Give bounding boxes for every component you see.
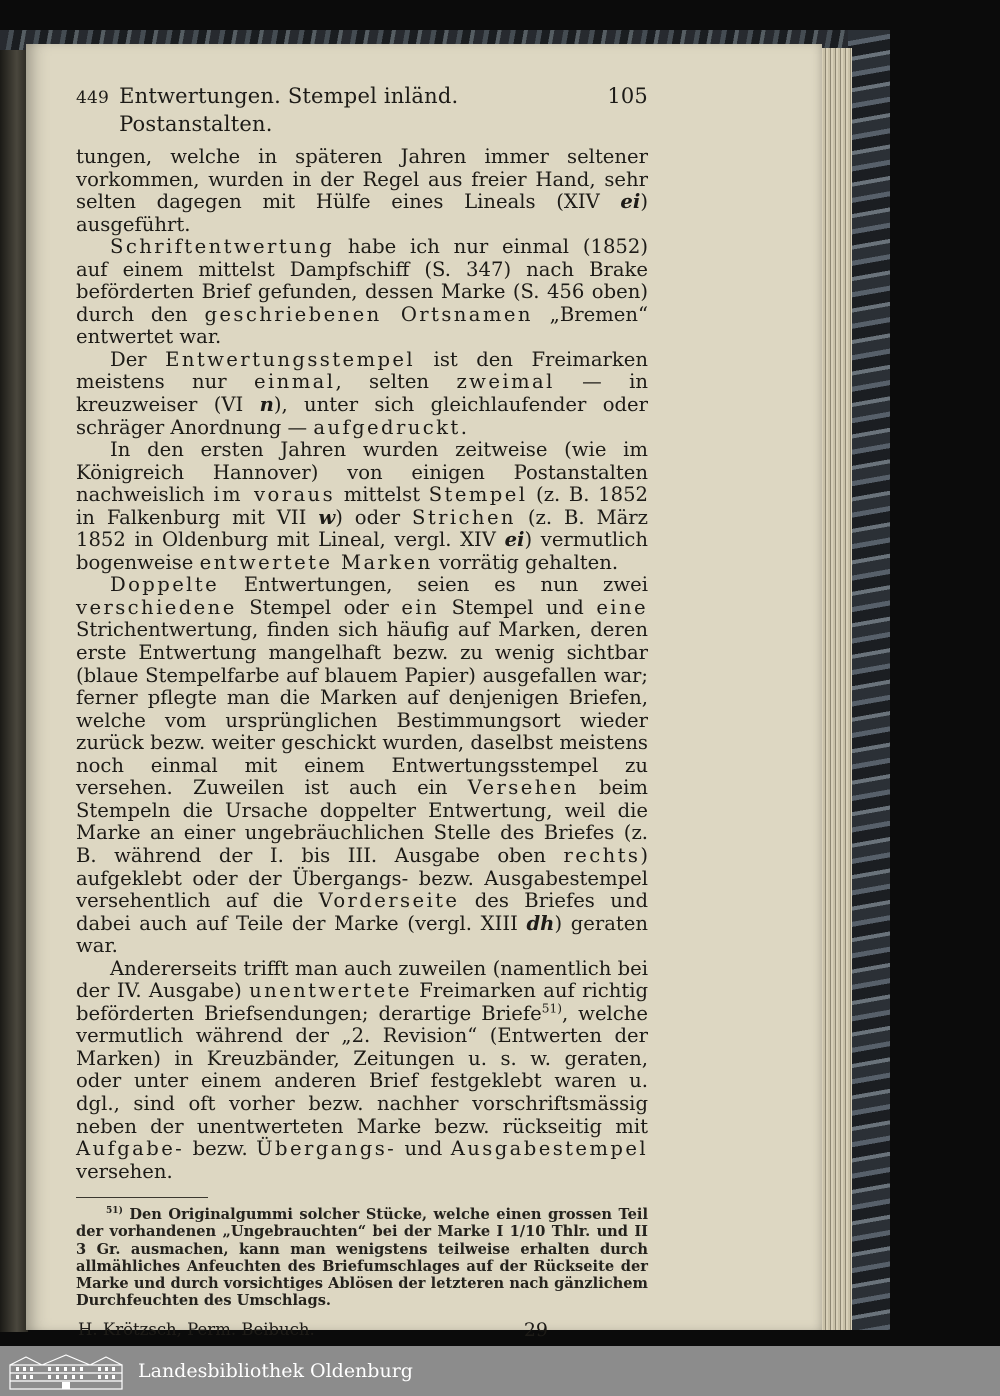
- book-page: [26, 44, 822, 1342]
- text-run: habe ich nur einmal (1852) auf einem mittelst Dampfschiff (S. 347) nach Brake beförderten Brief gefunden, dessen Marke (S. 456 oben) durch den: [76, 235, 648, 326]
- spaced-term: Aufgabe-: [76, 1137, 185, 1161]
- footnote-paragraph: [76, 1206, 648, 1309]
- text-run: (z. B. März 1852 in Oldenburg mit Lineal, vergl. XIV: [76, 505, 648, 552]
- folio-number: 105: [607, 84, 648, 108]
- reference-italic: ei: [620, 190, 641, 214]
- reference-italic: n: [259, 393, 274, 417]
- text-run: , selten: [335, 370, 457, 394]
- spaced-term: Vorderseite: [318, 889, 460, 913]
- running-head: [76, 82, 648, 138]
- paragraph-5: [76, 574, 648, 957]
- text-run: Stempel und: [439, 595, 597, 619]
- spaced-term: Schriftentwertung: [110, 235, 335, 259]
- text-run: tungen, welche in späteren Jahren immer seltener vorkommen, wurden in der Regel aus freier Hand, sehr selten dagegen mit Hülfe eines Lineals (XIV: [76, 145, 648, 214]
- spaced-term: rechts: [563, 843, 641, 867]
- text-run: (z. B. 1852 in Falkenburg mit VII: [76, 483, 649, 529]
- spaced-term: eine: [596, 595, 648, 619]
- text-run: Entwertungen, seien es nun zwei: [219, 573, 648, 597]
- footnote-number: 51): [106, 1206, 123, 1217]
- book-cover-right: [848, 30, 890, 1330]
- page-edges: [818, 48, 852, 1330]
- footnote: [76, 1206, 648, 1309]
- footnote-divider: [76, 1197, 208, 1198]
- spaced-term: entwertete Marken: [199, 550, 433, 574]
- reference-italic: dh: [526, 911, 555, 935]
- page-marker: 449: [76, 88, 110, 108]
- spaced-term: Doppelte: [110, 573, 220, 597]
- text-run: Thlr. und II 3 Gr. ausmachen, kann man wenigstens teilweise erhalten durch allmähliches Anfeuchten des Briefumschlages auf der Rückseite der Marke und durch vorsichtiges Ablösen der letzteren nach gänzlichem Durchfeuchten des Umschlags.: [76, 1223, 649, 1310]
- text-run: mittelst: [335, 483, 429, 507]
- text-run: Strichentwertung, finden sich häufig auf Marken, deren erste Entwertung mangelhaft bezw. zu wenig sichtbar (blaue Stempelfarbe auf blauem Papier) ausgefallen war; ferner pflegte man die Marken auf denjenigen Briefen, welche vom ursprünglichen Bestimmungsort wieder zurück bezw. weiter geschickt wurden, daselbst meistens noch einmal mit einem Entwertungsstempel zu versehen. Zuweilen ist auch ein: [76, 618, 648, 800]
- spaced-term: Ausgabestempel: [450, 1137, 648, 1161]
- footnote-reference: 51): [541, 1001, 562, 1016]
- text-run: ) geraten war.: [76, 911, 649, 958]
- text-run: Der: [110, 347, 166, 371]
- text-run: bezw.: [184, 1137, 257, 1161]
- left-leaf: [0, 50, 28, 1332]
- text-run: Stempel oder: [236, 595, 402, 619]
- body-text: [76, 146, 648, 1183]
- paragraph-2: [76, 236, 648, 349]
- spaced-term: verschiedene: [76, 595, 237, 619]
- library-building-icon: [6, 1351, 126, 1391]
- spaced-term: unentwertete: [249, 979, 412, 1003]
- text-run: ), unter sich gleichlaufender oder schräger Anordnung —: [76, 393, 648, 439]
- reference-italic: ei: [504, 528, 525, 552]
- paragraph-3: [76, 349, 648, 439]
- paragraph-4: [76, 439, 648, 574]
- text-run: vorrätig gehalten.: [432, 550, 619, 574]
- signature-sheet-number: 29: [523, 1319, 548, 1342]
- spaced-term: Entwertungsstempel: [165, 347, 416, 371]
- library-footer: [0, 1346, 1000, 1396]
- library-name: Landesbibliothek Oldenburg: [138, 1360, 413, 1382]
- spaced-term: ein: [401, 595, 440, 619]
- page-content: [76, 82, 648, 1341]
- text-run: , welche vermutlich während der „2. Revision“ (Entwerten der Marken) in Kreuzbänder, Zeitungen u. s. w. geraten, oder unter einem anderen Brief festgeklebt waren u. dgl., sind oft vorher bezw. nachher vorschriftsmässig neben der unentwerteten Marke bezw. rückseitig mit: [76, 1001, 648, 1138]
- spaced-term: Übergangs-: [256, 1137, 397, 1161]
- spaced-term: einmal: [254, 370, 336, 394]
- text-run: des Briefes und dabei auch auf Teile der Marke (vergl. XIII: [76, 889, 648, 935]
- spaced-term: Versehen: [467, 776, 579, 800]
- text-run: „Bremen“ entwertet war.: [76, 302, 648, 349]
- spaced-term: Strichen: [412, 505, 516, 529]
- running-title: Entwertungen. Stempel inländ. Postanstalten.: [119, 84, 459, 136]
- text-run: ) ausgeführt.: [76, 190, 648, 236]
- text-run: Den Originalgummi solcher Stücke, welche einen grossen Teil der vorhandenen „Ungebrauchten“ bei der Marke I: [76, 1206, 648, 1241]
- printer-signature: [76, 1319, 548, 1341]
- text-run: Andererseits trifft man auch zuweilen (namentlich bei der IV. Ausgabe): [76, 956, 648, 1003]
- reference-italic: w: [318, 505, 336, 529]
- spaced-term: aufgedruckt: [313, 415, 461, 439]
- paragraph-1: [76, 146, 648, 236]
- text-run: beim Stempeln die Ursache doppelter Entwertung, weil die Marke an einer ungebräuchlichen Stelle des Briefes (z. B. während der I. bis III. Ausgabe oben: [76, 776, 648, 867]
- text-run: und: [396, 1137, 451, 1161]
- spaced-term: zweimal: [456, 370, 555, 394]
- text-run: ist den Freimarken meistens nur: [76, 347, 648, 394]
- text-run: Freimarken auf richtig beförderten Briefsendungen; derartige Briefe: [76, 979, 648, 1025]
- spaced-term: Stempel: [428, 483, 528, 507]
- text-run: versehen.: [76, 1159, 173, 1183]
- text-run: .: [460, 415, 467, 439]
- text-run: ) oder: [335, 505, 413, 529]
- paragraph-6: [76, 958, 648, 1183]
- signature-author: H. Krötzsch, Perm. Beibuch.: [78, 1320, 315, 1340]
- text-run: In den ersten Jahren wurden zeitweise (wie im Königreich Hannover) von einigen Postanstalten nachweislich: [76, 438, 648, 507]
- fraction: 1/10: [509, 1223, 546, 1241]
- spaced-term: geschriebenen Ortsnamen: [204, 302, 533, 326]
- text-run: ) aufgeklebt oder der Übergangs- bezw. Ausgabestempel versehentlich auf die: [76, 843, 648, 913]
- text-run: ) vermutlich bogenweise: [76, 528, 648, 574]
- text-run: — in kreuzweiser (VI: [76, 370, 648, 417]
- spaced-term: im voraus: [213, 483, 336, 507]
